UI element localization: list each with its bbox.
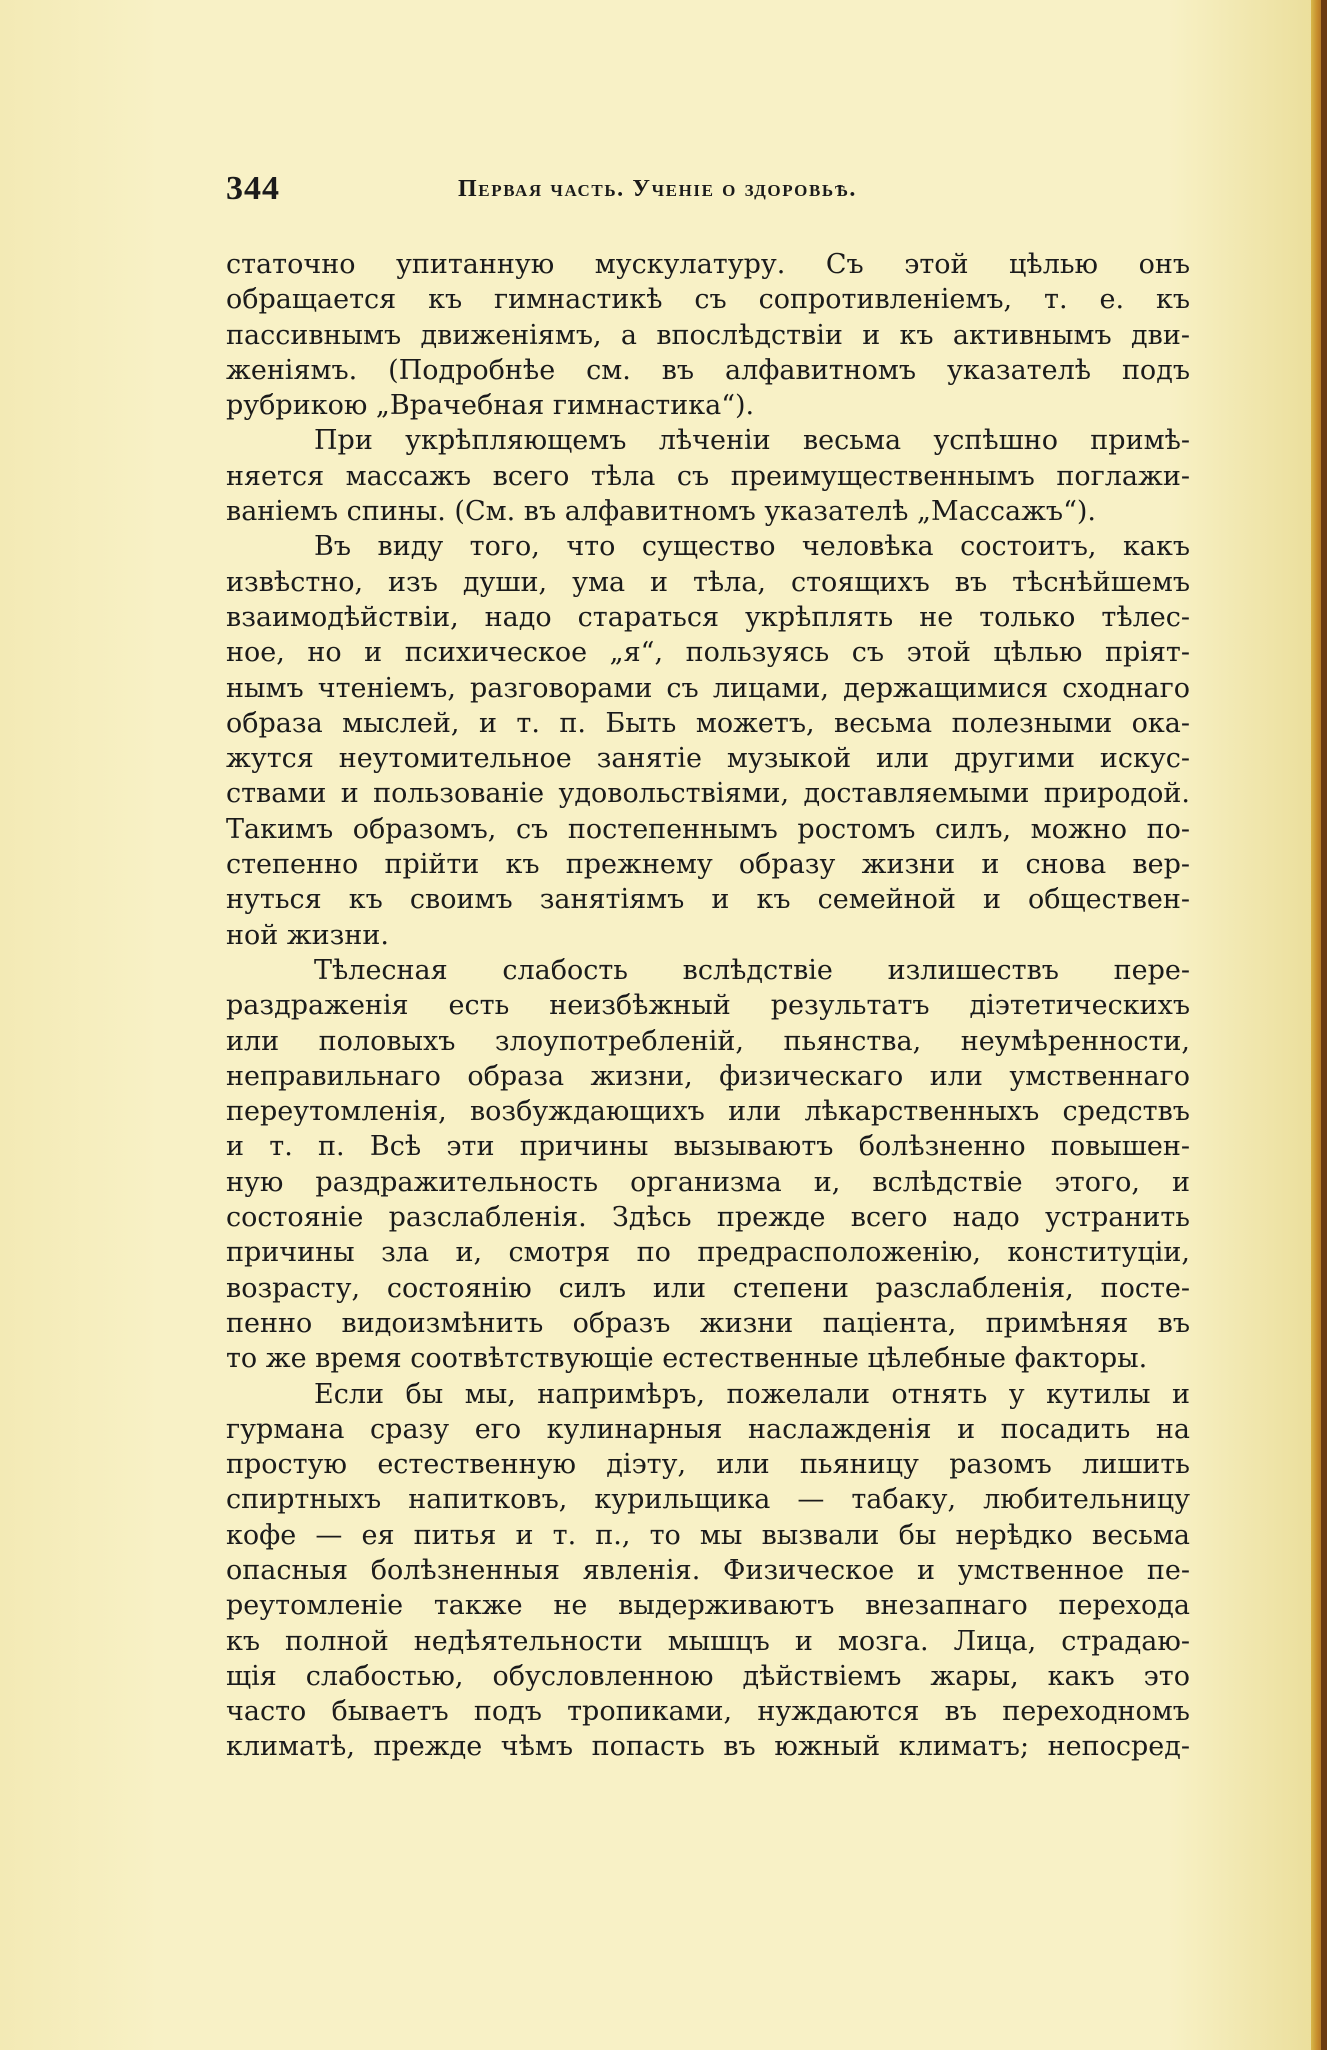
text-line: щія слабостью, обусловленною дѣйствіемъ жары, какъ это xyxy=(226,1660,1190,1692)
text-line: Если бы мы, напримѣръ, пожелали отнять у кутилы и xyxy=(314,1378,1190,1410)
text-line: состояніе разслабленія. Здѣсь прежде всего надо устранить xyxy=(226,1202,1190,1234)
text-line: степенно прійти къ прежнему образу жизни и снова вер- xyxy=(226,849,1190,881)
text-line: къ полной недѣятельности мышцъ и мозга. Лица, страдаю- xyxy=(226,1625,1190,1657)
text-line: женіямъ. (Подробнѣе см. въ алфавитномъ указателѣ подъ xyxy=(226,354,1190,386)
text-line: или половыхъ злоупотребленій, пьянства, неумѣренности, xyxy=(226,1025,1190,1057)
page-edge-shadow xyxy=(1321,0,1327,2050)
text-line: спиртныхъ напитковъ, курильщика — табаку, любительницу xyxy=(226,1484,1190,1516)
text-line: рубрикою „Врачебная гимнастика“). xyxy=(226,390,755,422)
text-line: климатѣ, прежде чѣмъ попасть въ южный климатъ; непосред- xyxy=(226,1731,1190,1763)
text-line: опасныя болѣзненныя явленія. Физическое и умственное пе- xyxy=(226,1554,1190,1586)
text-line: пассивнымъ движеніямъ, а впослѣдствіи и къ активнымъ дви- xyxy=(226,319,1190,351)
text-line: неправильнаго образа жизни, физическаго или умственнаго xyxy=(226,1060,1190,1092)
text-line: кофе — ея питья и т. п., то мы вызвали бы нерѣдко весьма xyxy=(226,1519,1190,1551)
text-line: ваніемъ спины. (См. въ алфавитномъ указателѣ „Массажъ“). xyxy=(226,496,1096,528)
text-line: ной жизни. xyxy=(226,919,389,951)
text-line: часто бываетъ подъ тропиками, нуждаются въ переходномъ xyxy=(226,1696,1190,1728)
text-line: нымъ чтеніемъ, разговорами съ лицами, держащимися сходнаго xyxy=(226,672,1190,704)
text-line: и т. п. Всѣ эти причины вызываютъ болѣзненно повышен- xyxy=(226,1131,1190,1163)
text-line: Въ виду того, что существо человѣка состоитъ, какъ xyxy=(314,531,1190,563)
text-line: пенно видоизмѣнить образъ жизни паціента, примѣняя въ xyxy=(226,1307,1190,1339)
text-line: ную раздражительность организма и, вслѣдствіе этого, и xyxy=(226,1166,1190,1198)
page-number: 344 xyxy=(226,170,280,207)
text-line: простую естественную діэту, или пьяницу разомъ лишить xyxy=(226,1449,1190,1481)
text-line: образа мыслей, и т. п. Быть можетъ, весьма полезными ока- xyxy=(226,707,1190,739)
text-line: При укрѣпляющемъ лѣченіи весьма успѣшно примѣ- xyxy=(314,425,1190,457)
text-line: переутомленія, возбуждающихъ или лѣкарственныхъ средствъ xyxy=(226,1096,1190,1128)
text-line: Тѣлесная слабость вслѣдствіе излишествъ пере- xyxy=(314,954,1190,986)
text-line: статочно упитанную мускулатуру. Съ этой цѣлью онъ xyxy=(226,249,1190,280)
text-line: нуться къ своимъ занятіямъ и къ семейной и обществен- xyxy=(226,884,1190,916)
text-line: реутомленіе также не выдерживаютъ внезапнаго перехода xyxy=(226,1590,1190,1622)
text-line: взаимодѣйствіи, надо стараться укрѣплять не только тѣлес- xyxy=(226,601,1190,633)
text-line: возрасту, состоянію силъ или степени разслабленія, посте- xyxy=(226,1272,1190,1304)
text-line: жутся неутомительное занятіе музыкой или другими искус- xyxy=(226,743,1190,775)
text-line: то же время соотвѣтствующіе естественные цѣлебные факторы. xyxy=(226,1343,1148,1375)
body-text xyxy=(226,247,1190,1765)
text-line: няется массажъ всего тѣла съ преимущественнымъ поглажи- xyxy=(226,460,1190,492)
text-line: раздраженія есть неизбѣжный результатъ діэтетическихъ xyxy=(226,990,1190,1022)
text-line: ствами и пользованіе удовольствіями, доставляемыми природой. xyxy=(226,778,1190,810)
text-line: гурмана сразу его кулинарныя наслажденія и посадить на xyxy=(226,1413,1190,1445)
text-line: извѣстно, изъ души, ума и тѣла, стоящихъ въ тѣснѣйшемъ xyxy=(226,566,1190,598)
text-line: Такимъ образомъ, съ постепеннымъ ростомъ силъ, можно по- xyxy=(226,813,1190,845)
text-line: обращается къ гимнастикѣ съ сопротивленіемъ, т. е. къ xyxy=(226,284,1190,316)
running-head: Первая часть. Ученіе о здоровьѣ. xyxy=(458,176,857,202)
text-line: причины зла и, смотря по предрасположенію, конституціи, xyxy=(226,1237,1190,1269)
page-header xyxy=(226,170,1196,216)
text-line: ное, но и психическое „я“, пользуясь съ этой цѣлью пріят- xyxy=(226,637,1190,669)
